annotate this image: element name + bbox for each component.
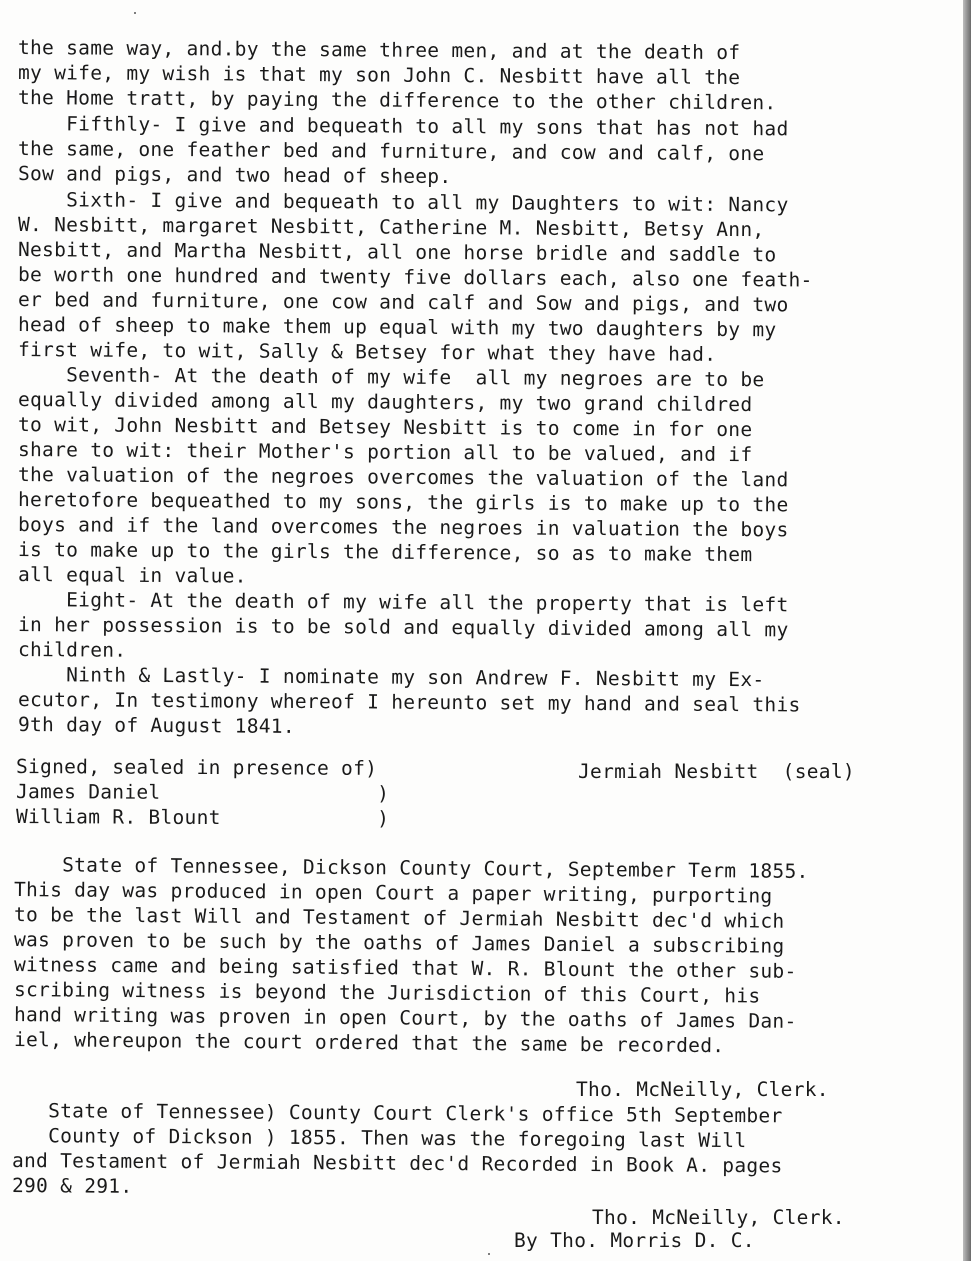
text-line: share to wit: their Mother's portion all to be valued, and if [17,438,753,467]
scan-edge-shadow [963,0,971,1261]
clerk-signature: Tho. McNeilly, Clerk. [592,1206,845,1229]
text-line: the Home tratt, by paying the difference to the other children. [17,86,777,115]
text-line: all equal in value. [17,563,247,588]
text-line: This day was produced in open Court a paper writing, purporting [13,878,773,908]
scan-speck [134,12,136,14]
text-line: the same way, and.by the same three men, and at the death of [17,36,741,65]
text-line: hand writing was proven in open Court, by the oaths of James Dan- [13,1003,797,1033]
text-line: the same, one feather bed and furniture, and cow and calf, one [17,137,765,166]
text-line: witness came and being satisfied that W. R. Blount the other sub- [13,953,797,983]
text-line: boys and if the land overcomes the negroes in valuation the boys [17,513,789,542]
text-line: is to make up to the girls the difference, so as to make them [17,538,753,567]
text-line: first wife, to wit, Sally & Betsey for what they have had. [17,338,717,366]
text-line: Sixth- I give and bequeath to all my Daughters to wit: Nancy [17,188,789,217]
deputy-signature: By Tho. Morris D. C. [514,1229,755,1252]
text-line: be worth one hundred and twenty five dollars each, also one feath- [17,263,813,292]
witness-line: William R. Blount ) [15,805,390,830]
text-line: the valuation of the negroes overcomes the valuation of the land [17,463,789,492]
text-line: my wife, my wish is that my son John C. Nesbitt have all the [17,61,741,90]
text-line: equally divided among all my daughters, my two grand childred [17,388,753,417]
text-line: head of sheep to make them up equal with my two daughters by my [17,313,777,342]
text-line: County of Dickson ) 1855. Then was the foregoing last Will [11,1124,747,1153]
text-line: heretofore bequeathed to my sons, the girls is to make up to the [17,488,789,517]
text-line: er bed and furniture, one cow and calf and Sow and pigs, and two [17,288,789,317]
text-line: State of Tennessee) County Court Clerk's office 5th September [11,1099,783,1128]
text-line: State of Tennessee, Dickson County Court, September Term 1855. [13,853,809,883]
witness-line: Signed, sealed in presence of) [15,755,378,780]
text-line: W. Nesbitt, margaret Nesbitt, Catherine M. Nesbitt, Betsy Ann, [17,213,765,242]
text-line: children. [17,638,127,662]
text-line: was proven to be such by the oaths of James Daniel a subscribing [13,928,785,958]
text-line: to wit, John Nesbitt and Betsey Nesbitt is to come in for one [17,413,753,442]
text-line: 290 & 291. [11,1174,133,1198]
text-line: Seventh- At the death of my wife all my negroes are to be [17,363,765,392]
text-line: ecutor, In testimony whereof I hereunto set my hand and seal this [17,688,801,717]
text-line: iel, whereupon the court ordered that the same be recorded. [13,1028,725,1058]
text-line: Sow and pigs, and two head of sheep. [17,162,452,189]
text-line: scribing witness is beyond the Jurisdiction of this Court, his [13,978,761,1008]
text-line: Nesbitt, and Martha Nesbitt, all one horse bridle and saddle to [17,238,777,267]
witness-line: James Daniel ) [15,780,390,805]
text-line: Ninth & Lastly- I nominate my son Andrew F. Nesbitt my Ex- [17,663,765,692]
text-line: and Testament of Jermiah Nesbitt dec'd Recorded in Book A. pages [11,1149,783,1178]
text-line: Eight- At the death of my wife all the property that is left [17,588,789,617]
scan-speck [488,1253,490,1255]
text-line: 9th day of August 1841. [17,713,295,738]
clerk-signature: Tho. McNeilly, Clerk. [576,1078,829,1101]
text-line: to be the last Will and Testament of Jermiah Nesbitt dec'd which [13,903,785,933]
text-line: Fifthly- I give and bequeath to all my sons that has not had [17,112,789,141]
testator-signature: Jermiah Nesbitt (seal) [578,760,855,783]
text-line: in her possession is to be sold and equally divided among all my [17,613,789,642]
